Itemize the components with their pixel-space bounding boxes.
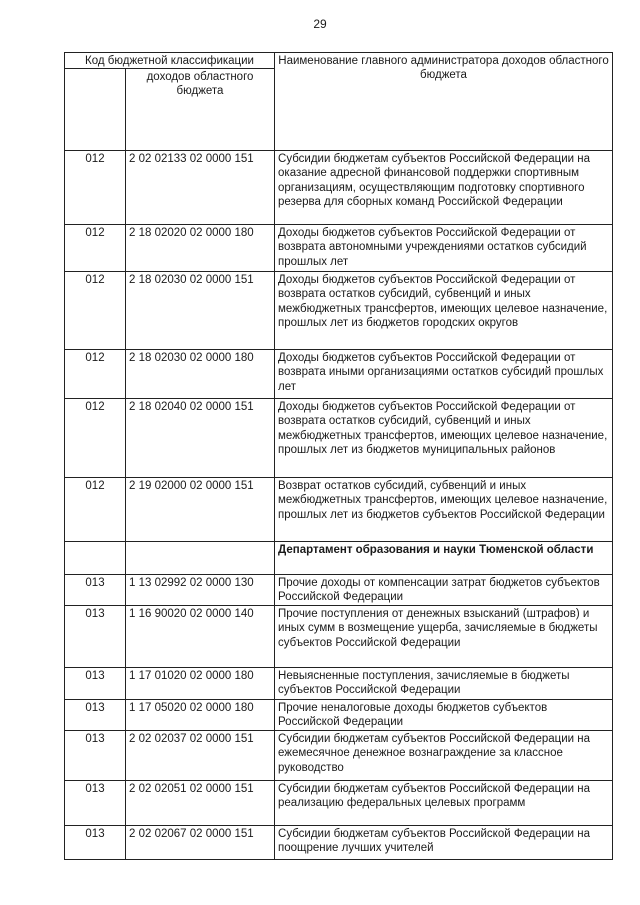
table-row xyxy=(65,668,613,700)
revenue-name: Субсидии бюджетам субъектов Российской Федерации на поощрение лучших учителей xyxy=(275,826,613,860)
department-title: Департамент образования и науки Тюменской области xyxy=(275,542,613,575)
table-row xyxy=(65,575,613,606)
administrator-code: 013 xyxy=(65,781,126,826)
revenue-code: 2 02 02037 02 0000 151 xyxy=(126,731,275,781)
revenue-name: Доходы бюджетов субъектов Российской Федерации от возврата иными организациями остатков субсидий прошлых лет xyxy=(275,350,613,399)
table-row xyxy=(65,272,613,350)
header-administrator-name: Наименование главного администратора доходов областного бюджета xyxy=(275,53,613,151)
header-regional-revenue-code: доходов областного бюджета xyxy=(126,69,275,151)
table-header-row xyxy=(65,53,613,69)
table-row xyxy=(65,826,613,860)
administrator-code: 012 xyxy=(65,225,126,272)
revenue-name: Прочие неналоговые доходы бюджетов субъектов Российской Федерации xyxy=(275,700,613,731)
revenue-code: 2 02 02133 02 0000 151 xyxy=(126,151,275,225)
department-row xyxy=(65,542,613,575)
revenue-name: Доходы бюджетов субъектов Российской Федерации от возврата автономными учреждениями остатков субсидий прошлых лет xyxy=(275,225,613,272)
revenue-name: Прочие доходы от компенсации затрат бюджетов субъектов Российской Федерации xyxy=(275,575,613,606)
revenue-code: 2 02 02067 02 0000 151 xyxy=(126,826,275,860)
header-budget-classification-code: Код бюджетной классификации xyxy=(65,53,275,69)
revenue-name: Субсидии бюджетам субъектов Российской Федерации на реализацию федеральных целевых программ xyxy=(275,781,613,826)
table-row xyxy=(65,350,613,399)
revenue-code: 2 02 02051 02 0000 151 xyxy=(126,781,275,826)
budget-classification-table xyxy=(64,52,613,860)
administrator-code: 012 xyxy=(65,151,126,225)
revenue-name: Доходы бюджетов субъектов Российской Федерации от возврата остатков субсидий, субвенций и иных межбюджетных трансфертов, имеющих целевое назначение, прошлых лет из бюджетов муниципальных районов xyxy=(275,399,613,478)
revenue-code: 1 17 05020 02 0000 180 xyxy=(126,700,275,731)
table-row xyxy=(65,151,613,225)
administrator-code: 012 xyxy=(65,478,126,542)
administrator-code: 012 xyxy=(65,350,126,399)
table-row xyxy=(65,781,613,826)
table-row xyxy=(65,478,613,542)
table-row xyxy=(65,731,613,781)
table-row xyxy=(65,399,613,478)
revenue-name: Возврат остатков субсидий, субвенций и иных межбюджетных трансфертов, имеющих целевое назначение, прошлых лет из бюджетов субъектов Российской Федерации xyxy=(275,478,613,542)
revenue-name: Невыясненные поступления, зачисляемые в бюджеты субъектов Российской Федерации xyxy=(275,668,613,700)
header-administrator-code-cell xyxy=(65,69,126,151)
page-number: 29 xyxy=(313,17,327,31)
administrator-code: 013 xyxy=(65,668,126,700)
administrator-code: 013 xyxy=(65,826,126,860)
administrator-code: 013 xyxy=(65,731,126,781)
revenue-code: 2 18 02030 02 0000 180 xyxy=(126,350,275,399)
revenue-name: Доходы бюджетов субъектов Российской Федерации от возврата остатков субсидий, субвенций и иных межбюджетных трансфертов, имеющих целевое назначение, прошлых лет из бюджетов городских округов xyxy=(275,272,613,350)
revenue-code: 1 17 01020 02 0000 180 xyxy=(126,668,275,700)
administrator-code: 013 xyxy=(65,700,126,731)
administrator-code: 012 xyxy=(65,272,126,350)
table-row xyxy=(65,700,613,731)
revenue-code: 1 16 90020 02 0000 140 xyxy=(126,606,275,668)
revenue-name: Субсидии бюджетам субъектов Российской Федерации на оказание адресной финансовой поддержки спортивным организациям, осуществляющим подготовку спортивного резерва для сборных команд Российской Федерации xyxy=(275,151,613,225)
revenue-code: 2 18 02040 02 0000 151 xyxy=(126,399,275,478)
revenue-code: 1 13 02992 02 0000 130 xyxy=(126,575,275,606)
revenue-code xyxy=(126,542,275,575)
administrator-code xyxy=(65,542,126,575)
revenue-code: 2 18 02030 02 0000 151 xyxy=(126,272,275,350)
revenue-code: 2 18 02020 02 0000 180 xyxy=(126,225,275,272)
administrator-code: 012 xyxy=(65,399,126,478)
revenue-code: 2 19 02000 02 0000 151 xyxy=(126,478,275,542)
administrator-code: 013 xyxy=(65,575,126,606)
table-row xyxy=(65,606,613,668)
administrator-code: 013 xyxy=(65,606,126,668)
revenue-name: Субсидии бюджетам субъектов Российской Федерации на ежемесячное денежное вознаграждение за классное руководство xyxy=(275,731,613,781)
table-row xyxy=(65,225,613,272)
revenue-name: Прочие поступления от денежных взысканий (штрафов) и иных сумм в возмещение ущерба, зачисляемые в бюджеты субъектов Российской Федерации xyxy=(275,606,613,668)
